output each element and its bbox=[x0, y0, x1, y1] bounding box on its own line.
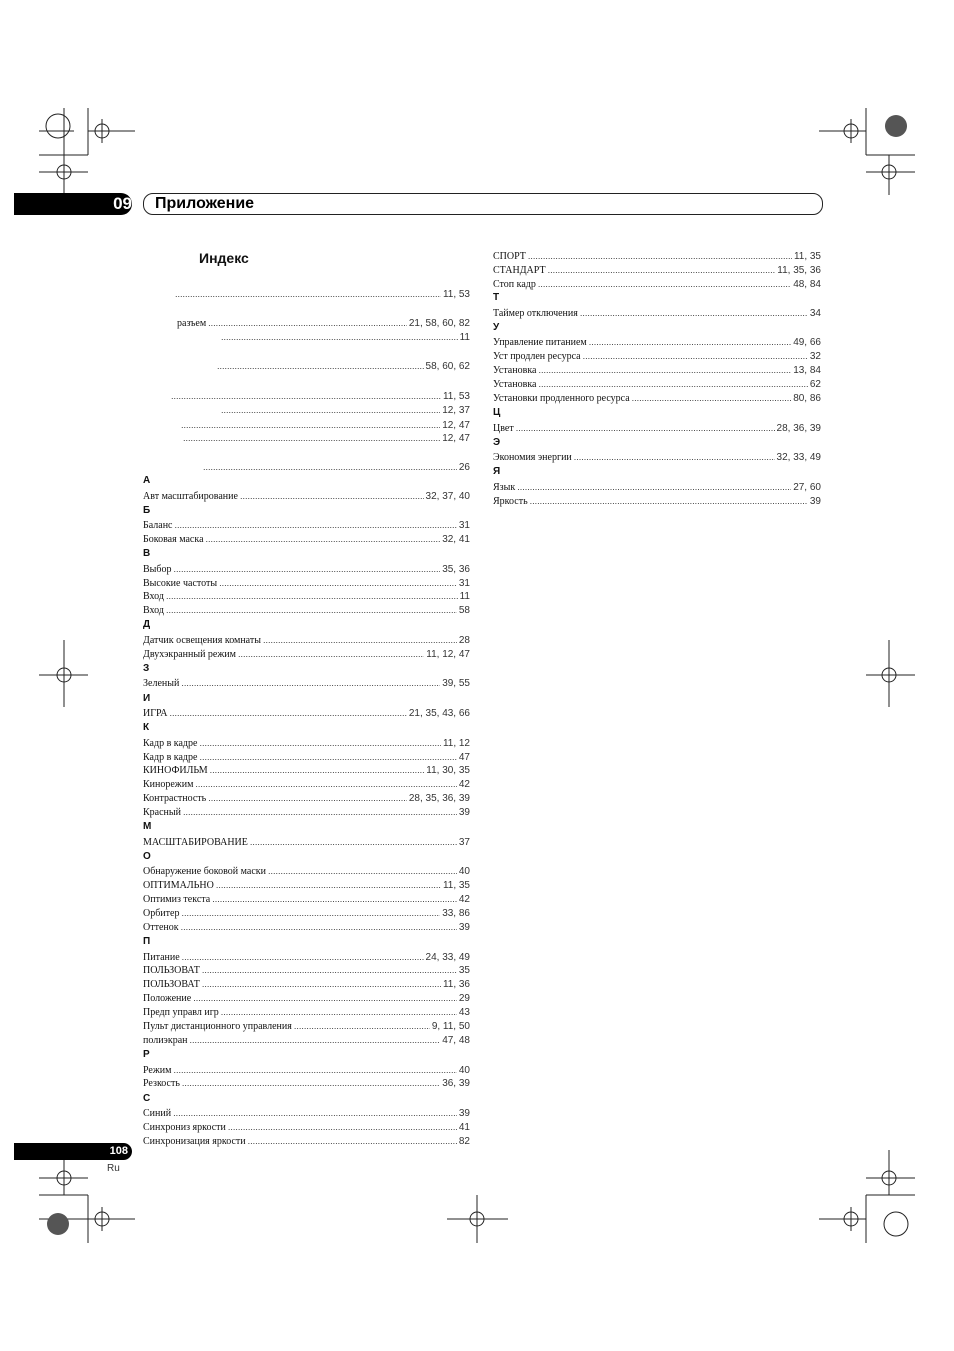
index-letter-heading: Э bbox=[493, 436, 501, 448]
index-entry bbox=[143, 489, 470, 503]
leader-dots bbox=[195, 777, 456, 791]
index-letter-heading: Я bbox=[493, 466, 501, 478]
index-entry bbox=[143, 963, 470, 977]
index-pages: 49, 66 bbox=[793, 337, 821, 349]
index-entry bbox=[143, 777, 470, 791]
index-pages: 11, 36 bbox=[442, 979, 470, 991]
index-letter-heading: В bbox=[143, 548, 151, 560]
index-pages: 28 bbox=[458, 634, 470, 646]
leader-dots bbox=[538, 363, 791, 377]
index-letter-heading: Д bbox=[143, 619, 151, 631]
leader-dots bbox=[538, 377, 807, 391]
index-entry bbox=[143, 805, 470, 819]
leader-dots bbox=[166, 589, 458, 603]
index-entry bbox=[493, 494, 821, 508]
page-number: 108 bbox=[109, 1145, 128, 1157]
index-term: Таймер отключения bbox=[493, 307, 578, 319]
leader-dots bbox=[580, 306, 808, 320]
index-entry bbox=[143, 603, 470, 617]
index-letter-heading: Р bbox=[143, 1049, 150, 1060]
leader-dots bbox=[221, 1005, 457, 1019]
index-term: Красный bbox=[143, 807, 181, 819]
index-pages: 11, 53 bbox=[442, 391, 470, 402]
index-pages: 12, 37 bbox=[442, 405, 470, 416]
index-term: Экономия энергии bbox=[493, 452, 572, 464]
leader-dots bbox=[530, 494, 808, 508]
leader-dots bbox=[574, 450, 775, 464]
leader-dots bbox=[173, 1106, 457, 1120]
leader-dots bbox=[202, 977, 441, 991]
index-entry bbox=[493, 263, 821, 277]
index-entry bbox=[493, 450, 821, 464]
index-term: Пульт дистанционного управления bbox=[143, 1021, 292, 1032]
index-pages: 82 bbox=[458, 1135, 470, 1147]
index-term: ИГРА bbox=[143, 708, 168, 719]
index-pages: 58, 60, 62 bbox=[425, 361, 470, 372]
index-entry bbox=[143, 878, 470, 892]
index-term: Орбитер bbox=[143, 908, 180, 919]
index-pages: 28, 36, 39 bbox=[776, 422, 821, 434]
index-entry bbox=[493, 421, 821, 435]
index-entry bbox=[493, 306, 821, 320]
index-entry bbox=[143, 1033, 470, 1047]
index-pages: 40 bbox=[458, 1064, 470, 1076]
index-term: Цвет bbox=[493, 422, 514, 434]
index-term: МАСШТАБИРОВАНИЕ bbox=[143, 836, 248, 848]
leader-dots bbox=[238, 647, 424, 661]
index-entry bbox=[143, 1005, 470, 1019]
index-entry bbox=[493, 391, 821, 405]
index-term: ОПТИМАЛЬНО bbox=[143, 880, 214, 892]
index-letter-heading: У bbox=[493, 321, 500, 333]
leader-dots bbox=[170, 706, 407, 720]
index-entry bbox=[493, 277, 821, 291]
leader-dots bbox=[219, 576, 457, 590]
index-entry bbox=[143, 864, 470, 878]
index-pages: 39 bbox=[458, 807, 470, 819]
leader-dots bbox=[216, 878, 441, 892]
index-pages: 35, 36 bbox=[442, 563, 470, 575]
index-pages: 24, 33, 49 bbox=[425, 951, 470, 963]
index-pages: 32, 33, 49 bbox=[776, 452, 821, 464]
leader-dots bbox=[517, 480, 791, 494]
index-term: Зеленый bbox=[143, 678, 180, 690]
index-pages: 32, 37, 40 bbox=[425, 490, 470, 502]
leader-dots bbox=[183, 431, 440, 445]
leader-dots bbox=[199, 736, 440, 750]
index-pages: 42 bbox=[458, 779, 470, 791]
index-term: Режим bbox=[143, 1064, 172, 1076]
index-entry bbox=[143, 633, 470, 647]
index-term: Обнаружение боковой маски bbox=[143, 866, 266, 878]
index-entry bbox=[493, 377, 821, 391]
leader-dots bbox=[632, 391, 792, 405]
leader-dots bbox=[268, 864, 457, 878]
leader-dots bbox=[221, 330, 458, 344]
leader-dots bbox=[193, 991, 457, 1005]
leader-dots bbox=[181, 906, 440, 920]
index-entry bbox=[143, 431, 470, 445]
index-pages: 33, 86 bbox=[442, 908, 470, 919]
index-letter-heading: А bbox=[143, 475, 151, 486]
index-term: Кадр в кадре bbox=[143, 737, 198, 749]
leader-dots bbox=[263, 633, 457, 647]
chapter-number: 09 bbox=[113, 194, 132, 213]
index-pages: 34 bbox=[809, 307, 821, 319]
leader-dots bbox=[516, 421, 775, 435]
index-term: Установки продленного ресурса bbox=[493, 393, 630, 404]
index-letter-heading: П bbox=[143, 936, 151, 947]
index-letter-heading: И bbox=[143, 692, 151, 704]
index-term: Синхрониз яркости bbox=[143, 1121, 226, 1133]
index-pages: 11, 35 bbox=[793, 251, 821, 262]
index-entry bbox=[143, 1019, 470, 1033]
index-term: Боковая маска bbox=[143, 534, 204, 545]
index-letter-heading: С bbox=[143, 1092, 151, 1104]
leader-dots bbox=[217, 359, 424, 373]
leader-dots bbox=[181, 920, 457, 934]
index-entry bbox=[143, 736, 470, 750]
index-term: Уст продлен ресурса bbox=[493, 351, 581, 363]
index-heading: Индекс bbox=[199, 250, 249, 266]
leader-dots bbox=[203, 460, 457, 474]
index-entry bbox=[143, 359, 470, 373]
index-entry bbox=[143, 403, 470, 417]
index-pages: 41 bbox=[458, 1121, 470, 1133]
index-pages: 36, 39 bbox=[442, 1078, 470, 1090]
index-entry bbox=[493, 363, 821, 377]
index-pages: 32 bbox=[809, 351, 821, 363]
index-pages: 28, 35, 36, 39 bbox=[408, 793, 470, 805]
index-letter-heading: Т bbox=[493, 292, 500, 304]
leader-dots bbox=[538, 277, 791, 291]
index-entry bbox=[143, 750, 470, 764]
index-entry bbox=[143, 892, 470, 906]
leader-dots bbox=[208, 316, 407, 330]
index-entry bbox=[143, 991, 470, 1005]
index-term: Кинорежим bbox=[143, 779, 194, 791]
index-pages: 21, 35, 43, 66 bbox=[408, 708, 470, 719]
leader-dots bbox=[173, 1063, 456, 1077]
index-letter-heading: О bbox=[143, 850, 151, 862]
index-entry bbox=[143, 1076, 470, 1090]
index-term: Установка bbox=[493, 365, 537, 377]
index-pages: 29 bbox=[458, 993, 470, 1005]
index-pages: 42 bbox=[458, 894, 470, 906]
index-term: Стоп кадр bbox=[493, 278, 536, 290]
index-entry bbox=[143, 532, 470, 546]
index-letter-heading: К bbox=[143, 722, 150, 734]
index-pages: 47 bbox=[458, 751, 470, 763]
index-term: Высокие частоты bbox=[143, 577, 218, 589]
leader-dots bbox=[199, 750, 456, 764]
leader-dots bbox=[583, 349, 808, 363]
index-pages: 80, 86 bbox=[793, 393, 821, 404]
index-pages: 62 bbox=[809, 379, 821, 391]
index-pages: 48, 84 bbox=[793, 278, 821, 290]
index-entry bbox=[143, 950, 470, 964]
leader-dots bbox=[202, 963, 457, 977]
index-entry bbox=[143, 518, 470, 532]
index-pages: 11, 35 bbox=[442, 880, 470, 892]
index-term: Датчик освещения комнаты bbox=[143, 634, 261, 646]
index-entry bbox=[493, 480, 821, 494]
index-term: Оттенок bbox=[143, 921, 179, 933]
index-letter-heading: З bbox=[143, 662, 150, 674]
index-entry bbox=[143, 576, 470, 590]
index-entry bbox=[143, 763, 470, 777]
index-entry bbox=[143, 330, 470, 344]
index-entry bbox=[143, 791, 470, 805]
index-pages: 12, 47 bbox=[442, 433, 470, 444]
index-pages: 40 bbox=[458, 866, 470, 878]
leader-dots bbox=[208, 791, 407, 805]
index-term: Питание bbox=[143, 951, 180, 963]
leader-dots bbox=[166, 603, 457, 617]
index-term: Авт масштабирование bbox=[143, 490, 238, 502]
index-pages: 32, 41 bbox=[442, 534, 470, 545]
index-entry bbox=[143, 287, 470, 301]
index-entry bbox=[143, 676, 470, 690]
index-term: Синхронизация яркости bbox=[143, 1135, 246, 1147]
index-pages: 39, 55 bbox=[442, 678, 470, 690]
index-entry bbox=[143, 460, 470, 474]
index-entry bbox=[143, 562, 470, 576]
index-term: полиэкран bbox=[143, 1034, 188, 1046]
index-pages: 39 bbox=[458, 1108, 470, 1119]
index-pages: 12, 47 bbox=[442, 420, 470, 431]
index-pages: 43 bbox=[458, 1007, 470, 1019]
index-term: Яркость bbox=[493, 495, 528, 507]
index-term: Синий bbox=[143, 1108, 172, 1119]
index-letter-heading: М bbox=[143, 821, 152, 833]
index-entry bbox=[143, 920, 470, 934]
index-pages: 39 bbox=[809, 495, 821, 507]
index-term: Положение bbox=[143, 993, 192, 1005]
leader-dots bbox=[248, 1134, 457, 1148]
leader-dots bbox=[221, 403, 440, 417]
leader-dots bbox=[181, 418, 440, 432]
leader-dots bbox=[181, 676, 440, 690]
index-pages: 11, 30, 35 bbox=[426, 765, 470, 777]
index-letter-heading: Б bbox=[143, 504, 151, 516]
leader-dots bbox=[175, 518, 457, 532]
index-term: Вход bbox=[143, 591, 164, 603]
index-entry bbox=[143, 1106, 470, 1120]
index-entry bbox=[143, 389, 470, 403]
index-pages: 47, 48 bbox=[442, 1034, 470, 1046]
index-pages: 9, 11, 50 bbox=[431, 1021, 470, 1032]
index-pages: 58 bbox=[458, 605, 470, 617]
index-pages: 11, 12 bbox=[442, 737, 470, 749]
leader-dots bbox=[250, 835, 457, 849]
index-pages: 11, 53 bbox=[442, 289, 470, 300]
index-term: Язык bbox=[493, 481, 516, 493]
index-term: Установка bbox=[493, 379, 537, 391]
index-entry bbox=[143, 1134, 470, 1148]
index-pages: 11 bbox=[459, 591, 470, 603]
leader-dots bbox=[171, 389, 441, 403]
index-term: СТАНДАРТ bbox=[493, 264, 546, 276]
leader-dots bbox=[175, 287, 441, 301]
leader-dots bbox=[294, 1019, 430, 1033]
index-term: Резкость bbox=[143, 1078, 180, 1090]
index-pages: 31 bbox=[458, 577, 470, 589]
index-term: Оптимиз текста bbox=[143, 894, 211, 906]
index-entry bbox=[143, 1063, 470, 1077]
leader-dots bbox=[183, 805, 457, 819]
index-term: Вход bbox=[143, 605, 164, 617]
leader-dots bbox=[528, 249, 792, 263]
index-entry bbox=[143, 835, 470, 849]
index-term: Предп управл игр bbox=[143, 1007, 219, 1019]
index-pages: 13, 84 bbox=[793, 365, 821, 377]
index-letter-heading: Ц bbox=[493, 407, 501, 419]
index-entry bbox=[143, 316, 470, 330]
index-term: КИНОФИЛЬМ bbox=[143, 765, 208, 777]
leader-dots bbox=[589, 335, 791, 349]
index-term: Баланс bbox=[143, 520, 173, 532]
index-term: СПОРТ bbox=[493, 251, 526, 262]
language-code: Ru bbox=[107, 1163, 120, 1174]
index-entry bbox=[143, 906, 470, 920]
index-pages: 31 bbox=[458, 520, 470, 532]
index-term: разъем bbox=[177, 318, 207, 329]
index-pages: 21, 58, 60, 82 bbox=[408, 318, 470, 329]
index-pages: 26 bbox=[458, 462, 470, 473]
index-pages: 11 bbox=[459, 332, 470, 343]
index-entry bbox=[143, 418, 470, 432]
index-pages: 11, 12, 47 bbox=[426, 648, 470, 660]
index-entry bbox=[493, 249, 821, 263]
index-entry bbox=[143, 589, 470, 603]
index-term: Управление питанием bbox=[493, 337, 587, 349]
index-term: ПОЛЬЗОВАТ bbox=[143, 965, 200, 977]
chapter-title: Приложение bbox=[155, 195, 255, 212]
leader-dots bbox=[228, 1120, 457, 1134]
leader-dots bbox=[190, 1033, 441, 1047]
index-pages: 11, 35, 36 bbox=[777, 264, 821, 276]
index-pages: 35 bbox=[458, 965, 470, 977]
leader-dots bbox=[206, 532, 441, 546]
index-term: Двухэкранный режим bbox=[143, 648, 236, 660]
leader-dots bbox=[548, 263, 776, 277]
index-term: Кадр в кадре bbox=[143, 751, 198, 763]
index-entry bbox=[143, 647, 470, 661]
leader-dots bbox=[173, 562, 440, 576]
leader-dots bbox=[210, 763, 425, 777]
leader-dots bbox=[182, 1076, 440, 1090]
leader-dots bbox=[240, 489, 424, 503]
index-entry bbox=[143, 706, 470, 720]
index-entry bbox=[493, 349, 821, 363]
leader-dots bbox=[182, 950, 424, 964]
index-pages: 39 bbox=[458, 921, 470, 933]
leader-dots bbox=[212, 892, 457, 906]
index-term: Контрастность bbox=[143, 793, 207, 805]
index-term: ПОЛЬЗОВАТ bbox=[143, 979, 200, 991]
index-entry bbox=[143, 977, 470, 991]
index-entry bbox=[143, 1120, 470, 1134]
index-pages: 27, 60 bbox=[793, 481, 821, 493]
index-term: Выбор bbox=[143, 563, 172, 575]
index-entry bbox=[493, 335, 821, 349]
index-pages: 37 bbox=[458, 836, 470, 848]
